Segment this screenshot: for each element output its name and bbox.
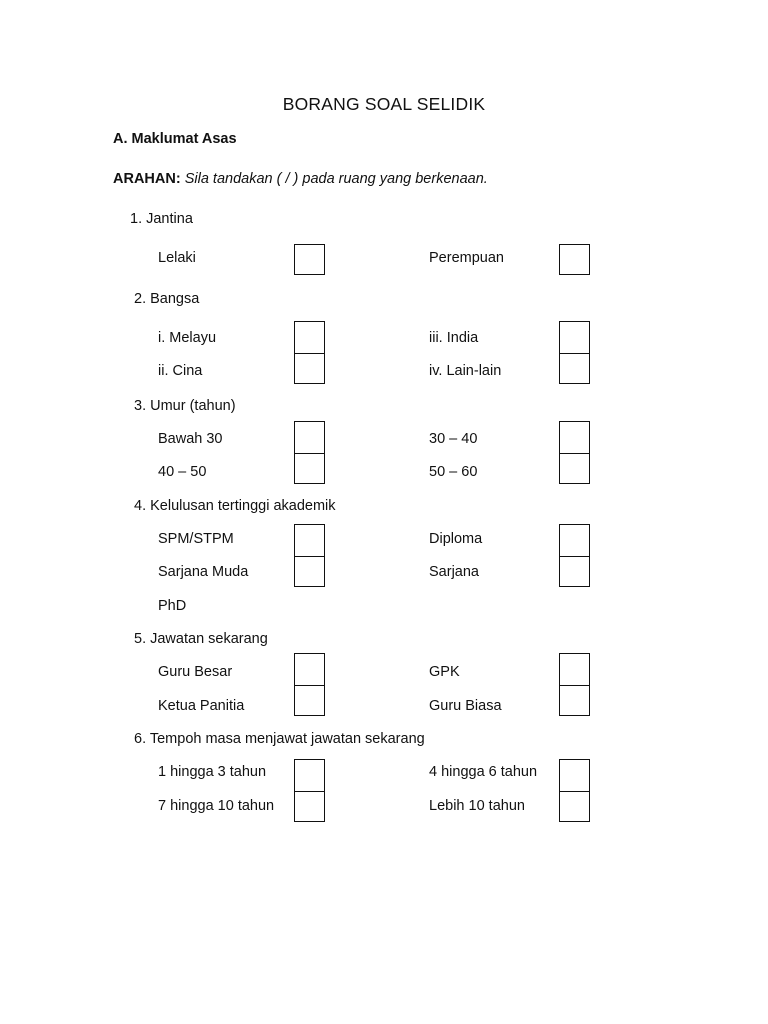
option-label: Guru Biasa	[429, 698, 502, 714]
option-label: Diploma	[429, 531, 483, 547]
checkbox-india[interactable]	[559, 321, 590, 353]
checkbox-50-60[interactable]	[559, 453, 590, 484]
option-label: Lebih 10 tahun	[429, 798, 525, 814]
question-age: 3. Umur (tahun)	[134, 398, 236, 414]
option-label: ii. Cina	[158, 363, 203, 379]
section-heading: A. Maklumat Asas	[113, 131, 237, 147]
checkbox-sarjana[interactable]	[559, 556, 590, 587]
option-label: 50 – 60	[429, 464, 478, 480]
option-label: 30 – 40	[429, 431, 478, 447]
option-label: Lelaki	[158, 250, 196, 266]
option-label: iv. Lain-lain	[429, 363, 502, 379]
option-label: i. Melayu	[158, 330, 217, 346]
option-label: Sarjana Muda	[158, 564, 249, 580]
instruction-label: ARAHAN:	[113, 171, 181, 187]
option-label: PhD	[158, 598, 187, 614]
option-label: Sarjana	[429, 564, 479, 580]
checkbox-4-6-tahun[interactable]	[559, 759, 590, 791]
question-position: 5. Jawatan sekarang	[134, 631, 268, 647]
option-label: Guru Besar	[158, 664, 233, 680]
question-tenure: 6. Tempoh masa menjawat jawatan sekarang	[134, 731, 425, 747]
checkbox-spm-stpm[interactable]	[294, 524, 325, 556]
question-education: 4. Kelulusan tertinggi akademik	[134, 498, 336, 514]
checkbox-lelaki[interactable]	[294, 244, 325, 275]
checkbox-guru-besar[interactable]	[294, 653, 325, 685]
checkbox-gpk[interactable]	[559, 653, 590, 685]
checkbox-melayu[interactable]	[294, 321, 325, 353]
instruction	[113, 170, 488, 188]
option-label: SPM/STPM	[158, 531, 234, 547]
checkbox-sarjana-muda[interactable]	[294, 556, 325, 587]
checkbox-cina[interactable]	[294, 353, 325, 384]
instruction-text: Sila tandakan ( / ) pada ruang yang berkenaan.	[184, 171, 488, 187]
option-label: 7 hingga 10 tahun	[158, 798, 275, 814]
option-label: 40 – 50	[158, 464, 207, 480]
checkbox-ketua-panitia[interactable]	[294, 685, 325, 716]
checkbox-perempuan[interactable]	[559, 244, 590, 275]
checkbox-lebih-10-tahun[interactable]	[559, 791, 590, 822]
question-race: 2. Bangsa	[134, 291, 200, 307]
option-label: GPK	[429, 664, 460, 680]
option-label: Ketua Panitia	[158, 698, 245, 714]
option-label: Bawah 30	[158, 431, 223, 447]
option-label: 4 hingga 6 tahun	[429, 764, 538, 780]
option-label: 1 hingga 3 tahun	[158, 764, 267, 780]
question-gender: 1. Jantina	[130, 211, 193, 227]
checkbox-bawah-30[interactable]	[294, 421, 325, 453]
checkbox-30-40[interactable]	[559, 421, 590, 453]
option-label: iii. India	[429, 330, 479, 346]
checkbox-diploma[interactable]	[559, 524, 590, 556]
page-title: BORANG SOAL SELIDIK	[282, 94, 486, 114]
checkbox-lain-lain[interactable]	[559, 353, 590, 384]
checkbox-1-3-tahun[interactable]	[294, 759, 325, 791]
checkbox-guru-biasa[interactable]	[559, 685, 590, 716]
checkbox-40-50[interactable]	[294, 453, 325, 484]
checkbox-7-10-tahun[interactable]	[294, 791, 325, 822]
option-label: Perempuan	[429, 250, 504, 266]
